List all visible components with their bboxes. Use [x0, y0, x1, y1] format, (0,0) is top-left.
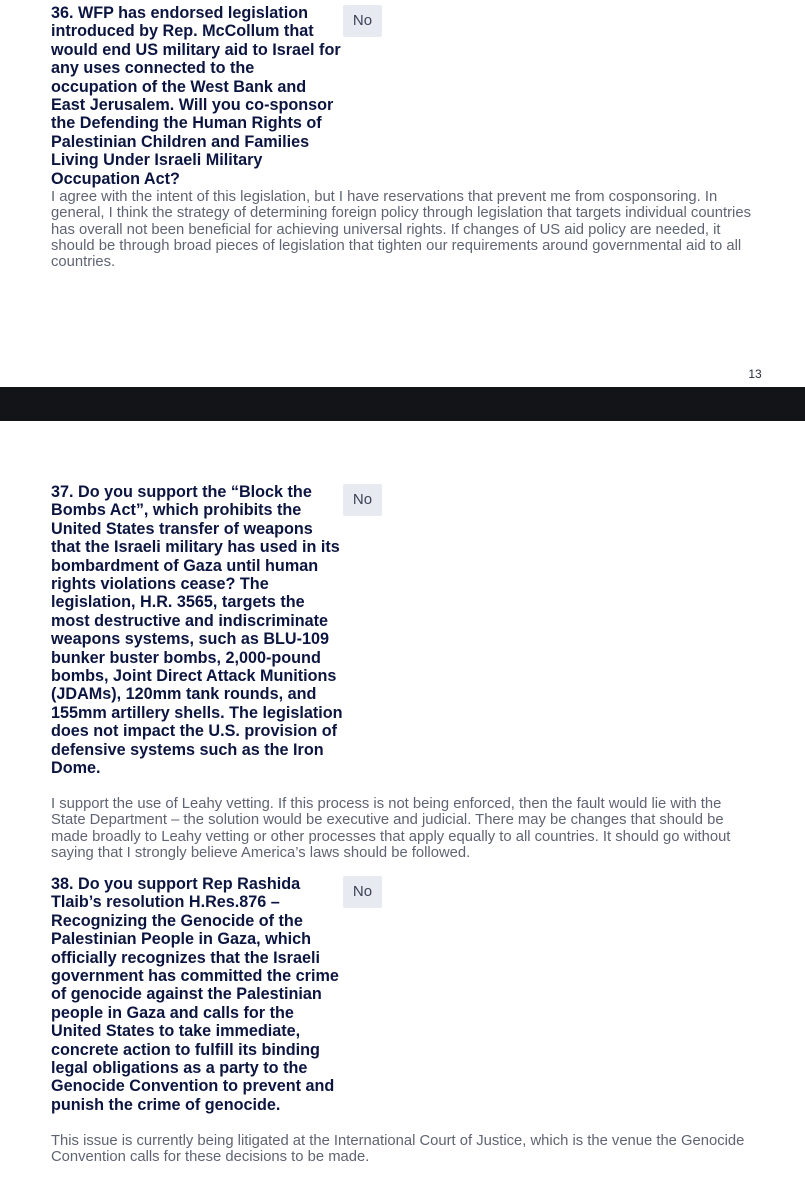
- response-36: I agree with the intent of this legislation, but I have reservations that prevent me from cosponsoring. In general, I think the strategy of determining foreign policy through legislation that targets individual countries has overall not been beneficial for achieving universal rights. If changes of US aid policy are needed, it should be through broad pieces of legislation that tighten our requirements around governmental aid to all countries.: [51, 189, 751, 271]
- page-divider: [0, 387, 805, 421]
- response-37: I support the use of Leahy vetting. If this process is not being enforced, then the fault would lie with the State Department – the solution would be executive and judicial. There may be changes that should be made broadly to Leahy vetting or other processes that apply equally to all countries. It should go without saying that I strongly believe America’s laws should be followed.: [51, 796, 731, 861]
- question-37: 37. Do you support the “Block the Bombs Act”, which prohibits the United States transfer of weapons that the Israeli military has used in its bombardment of Gaza until human rights violations cease? The legislation, H.R. 3565, targets the most destructive and indiscriminate weapons systems, such as BLU-109 bunker buster bombs, 2,000-pound bombs, Joint Direct Attack Munitions (JDAMs), 120mm tank rounds, and 155mm artillery shells. The legislation does not impact the U.S. provision of defensive systems such as the Iron Dome.: [51, 483, 343, 778]
- answer-badge-38: No: [343, 876, 382, 908]
- answer-badge-36: No: [343, 5, 382, 37]
- question-36: 36. WFP has endorsed legislation introduced by Rep. McCollum that would end US military aid to Israel for any uses connected to the occupation of the West Bank and East Jerusalem. Will you co-sponsor the Defending the Human Rights of Palestinian Children and Families Living Under Israeli Military Occupation Act?: [51, 4, 341, 188]
- page-number: 13: [748, 367, 762, 381]
- response-38: This issue is currently being litigated at the International Court of Justice, which is the venue the Genocide Convention calls for these decisions to be made.: [51, 1133, 745, 1166]
- answer-badge-37: No: [343, 484, 382, 516]
- question-38: 38. Do you support Rep Rashida Tlaib’s resolution H.Res.876 – Recognizing the Genocide of the Palestinian People in Gaza, which officially recognizes that the Israeli government has committed the crime of genocide against the Palestinian people in Gaza and calls for the United States to take immediate, concrete action to fulfill its binding legal obligations as a party to the Genocide Convention to prevent and punish the crime of genocide.: [51, 875, 339, 1114]
